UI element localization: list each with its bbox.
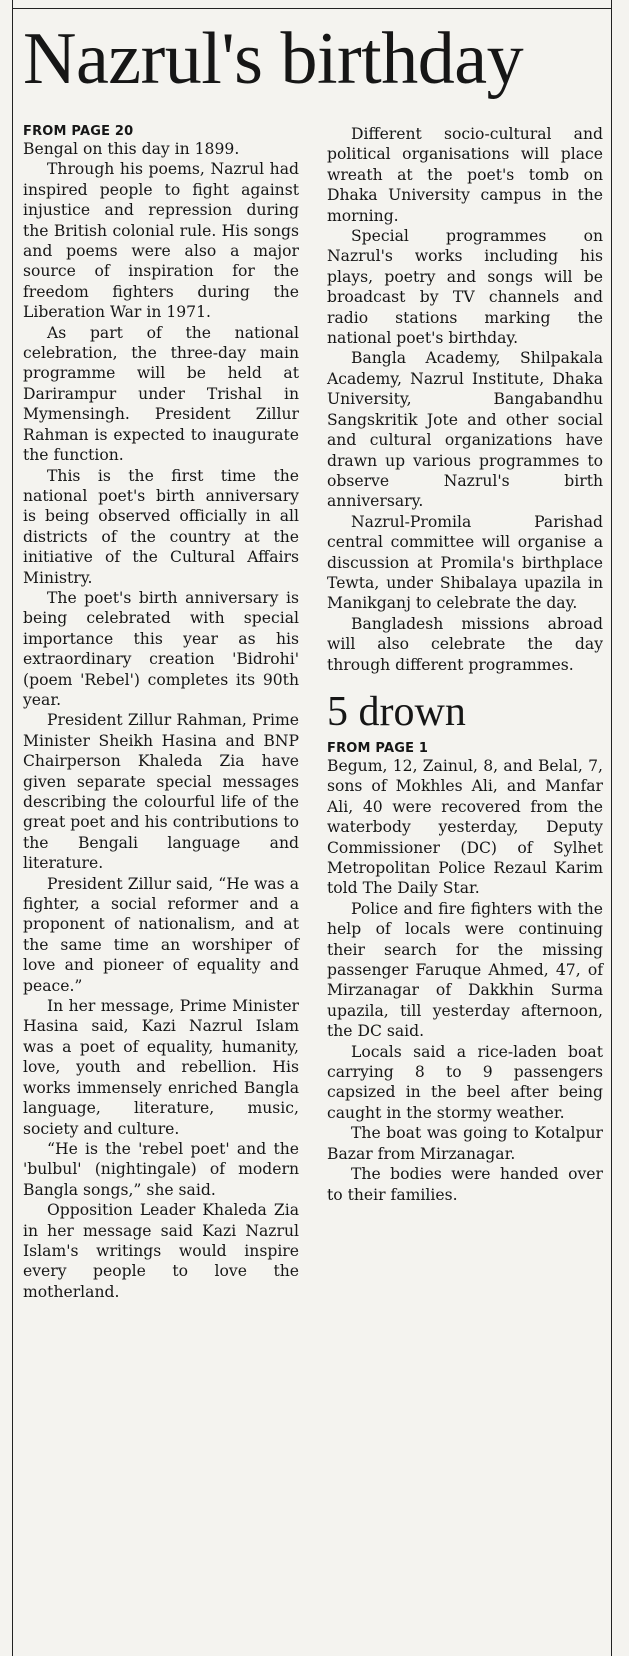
paragraph: In her message, Prime Minister Hasina said, Kazi Nazrul Islam was a poet of equality, humanity, love, youth and rebellion. His works immensely enriched Bangla language, literature, music, society and culture.	[23, 997, 299, 1138]
paragraph: President Zillur Rahman, Prime Minister Sheikh Hasina and BNP Chairperson Khaleda Zia have given separate special messages describing the colourful life of the great poet and his contributions to the Bengali language and literature.	[23, 711, 299, 873]
left-column	[23, 124, 299, 1302]
paragraph: This is the first time the national poet's birth anniversary is being observed officially in all districts of the country at the initiative of the Cultural Affairs Ministry.	[23, 466, 299, 587]
paragraph: The boat was going to Kotalpur Bazar from Mirzanagar.	[327, 1124, 603, 1163]
right-column	[327, 124, 603, 1205]
paragraph: Locals said a rice-laden boat carrying 8 to 9 passengers capsized in the beel after being caught in the stormy weather.	[327, 1042, 603, 1122]
paragraph: Nazrul-Promila Parishad central committee will organise a discussion at Promila's birthplace Tewta, under Shibalaya upazila in Manikganj to celebrate the day.	[327, 512, 603, 613]
paragraph: Begum, 12, Zainul, 8, and Belal, 7, sons of Mokhles Ali, and Manfar Ali, 40 were recovered from the waterbody yesterday, Deputy Commissioner (DC) of Sylhet Metropolitan Police Rezaul Karim told The Daily Star.	[327, 756, 603, 898]
top-rule	[13, 8, 611, 9]
paragraph: “He is the 'rebel poet' and the 'bulbul' (nightingale) of modern Bangla songs,” she said.	[23, 1139, 299, 1199]
paragraph: As part of the national celebration, the three-day main programme will be held at Darirampur under Trishal in Mymensingh. President Zillur Rahman is expected to inaugurate the function.	[23, 323, 299, 465]
paragraph: The bodies were handed over to their families.	[327, 1165, 603, 1204]
second-headline: 5 drown	[327, 688, 466, 735]
paragraph: The poet's birth anniversary is being celebrated with special importance this year as his extraordinary creation 'Bidrohi' (poem 'Rebel') completes its 90th year.	[23, 588, 299, 709]
paragraph: Special programmes on Nazrul's works including his plays, poetry and songs will be broadcast by TV channels and radio stations marking the national poet's birthday.	[327, 227, 603, 348]
paragraph: Police and fire fighters with the help of locals were continuing their search for the missing passenger Faruque Ahmed, 47, of Mirzanagar of Dakkhin Surma upazila, till yesterday afternoon, the DC said.	[327, 899, 603, 1041]
paragraph: Different socio-cultural and political organisations will place wreath at the poet's tomb on Dhaka University campus in the morning.	[327, 125, 603, 225]
headline: Nazrul's birthday	[23, 18, 524, 100]
paragraph: Opposition Leader Khaleda Zia in her message said Kazi Nazrul Islam's writings would inspire every people to love the motherland.	[23, 1201, 299, 1301]
paragraph: Through his poems, Nazrul had inspired people to fight against injustice and repression during the British colonial rule. His songs and poems were also a major source of inspiration for the freedom fighters during the Liberation War in 1971.	[23, 160, 299, 322]
paragraph: President Zillur said, “He was a fighter, a social reformer and a proponent of nationalism, and at the same time an worshiper of love and pioneer of equality and peace.”	[23, 874, 299, 995]
paragraph: Bengal on this day in 1899.	[23, 140, 240, 158]
newspaper-clipping	[12, 0, 612, 1656]
paragraph: Bangladesh missions abroad will also celebrate the day through different programmes.	[327, 614, 603, 674]
jump-kicker: FROM PAGE 1	[327, 740, 429, 756]
paragraph: Bangla Academy, Shilpakala Academy, Nazrul Institute, Dhaka University, Bangabandhu Sangskritik Jote and other social and cultural organizations have drawn up various programmes to observe Nazrul's birth anniversary.	[327, 349, 603, 511]
jump-kicker: FROM PAGE 20	[23, 124, 134, 139]
